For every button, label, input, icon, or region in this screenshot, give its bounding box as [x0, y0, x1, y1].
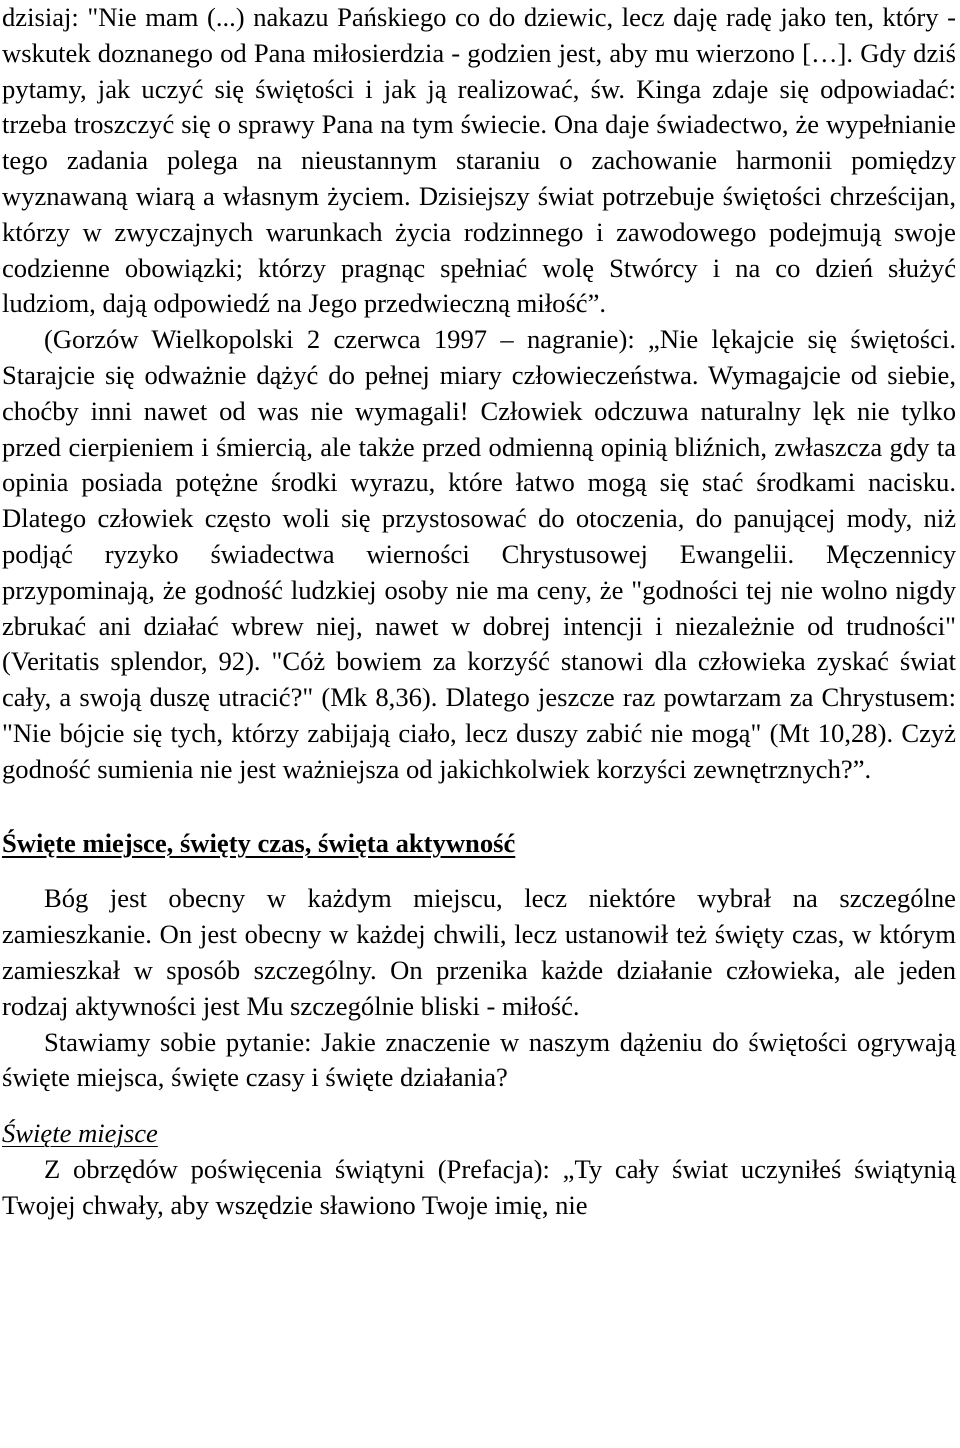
body-paragraph-1: dzisiaj: "Nie mam (...) nakazu Pańskiego co do dziewic, lecz daję radę jako ten, który - wskutek doznanego od Pana miłosierdzia - godzien jest, aby mu wierzono […]. Gdy dziś pytamy, jak uczyć się świętości i jak ją realizować, św. Kinga zdaje się odpowiadać: trzeba troszczyć się o sprawy Pana na tym świecie. Ona daje świadectwo, że wypełnianie tego zadania polega na nieustannym staraniu o zachowanie harmonii pomiędzy wyznawaną wiarą a własnym życiem. Dzisiejszy świat potrzebuje świętości chrześcijan, którzy w zwyczajnych warunkach życia rodzinnego i zawodowego podejmują swoje codzienne obowiązki; którzy pragnąc spełniać wolę Stwórcy i na co dzień służyć ludziom, dają odpowiedź na Jego przedwieczną miłość”.	[2, 2, 956, 319]
section-paragraph-2: Stawiamy sobie pytanie: Jakie znaczenie w naszym dążeniu do świętości ogrywają święte miejsca, święte czasy i święte działania?	[2, 1026, 956, 1093]
final-paragraph: Z obrzędów poświęcenia świątyni (Prefacja): „Ty cały świat uczyniłeś świątynią Twojej chwały, aby wszędzie sławiono Twoje imię, nie	[2, 1153, 956, 1220]
subheading: Święte miejsce	[2, 1118, 158, 1149]
document-page	[2, 0, 956, 1224]
section-gap	[2, 788, 956, 826]
heading-gap	[2, 861, 956, 881]
section-paragraph-1: Bóg jest obecny w każdym miejscu, lecz niektóre wybrał na szczególne zamieszkanie. On jest obecny w każdej chwili, lecz ustanowił też święty czas, w którym zamieszkał w sposób szczególny. On przenika każde działanie człowieka, ale jeden rodzaj aktywności jest Mu szczególnie bliski - miłość.	[2, 883, 956, 1021]
subheading-gap	[2, 1096, 956, 1116]
section-heading: Święte miejsce, święty czas, święta aktywność	[2, 827, 516, 858]
body-paragraph-2: (Gorzów Wielkopolski 2 czerwca 1997 – nagranie): „Nie lękajcie się świętości. Starajcie się odważnie dążyć do pełnej miary człowieczeństwa. Wymagajcie od siebie, choćby inni nawet od was nie wymagali! Człowiek odczuwa naturalny lęk nie tylko przed cierpieniem i śmiercią, ale także przed odmienną opinią bliźnich, zwłaszcza gdy ta opinia posiada potężne środki wyrazu, które łatwo mogą się stać środkami nacisku. Dlatego człowiek często woli się przystosować do otoczenia, do panującej mody, niż podjąć ryzyko świadectwa wierności Chrystusowej Ewangelii. Męczennicy przypominają, że godność ludzkiej osoby nie ma ceny, że "godności tej nie wolno nigdy zbrukać ani działać wbrew niej, nawet w dobrej intencji i niezależnie od trudności" (Veritatis splendor, 92). "Cóż bowiem za korzyść stanowi dla człowieka zyskać świat cały, a swoją duszę utracić?" (Mk 8,36). Dlatego jeszcze raz powtarzam za Chrystusem: "Nie bójcie się tych, którzy zabijają ciało, lecz duszy zabić nie mogą" (Mt 10,28). Czyż godność sumienia nie jest ważniejsza od jakichkolwiek korzyści zewnętrznych?”.	[2, 324, 956, 784]
